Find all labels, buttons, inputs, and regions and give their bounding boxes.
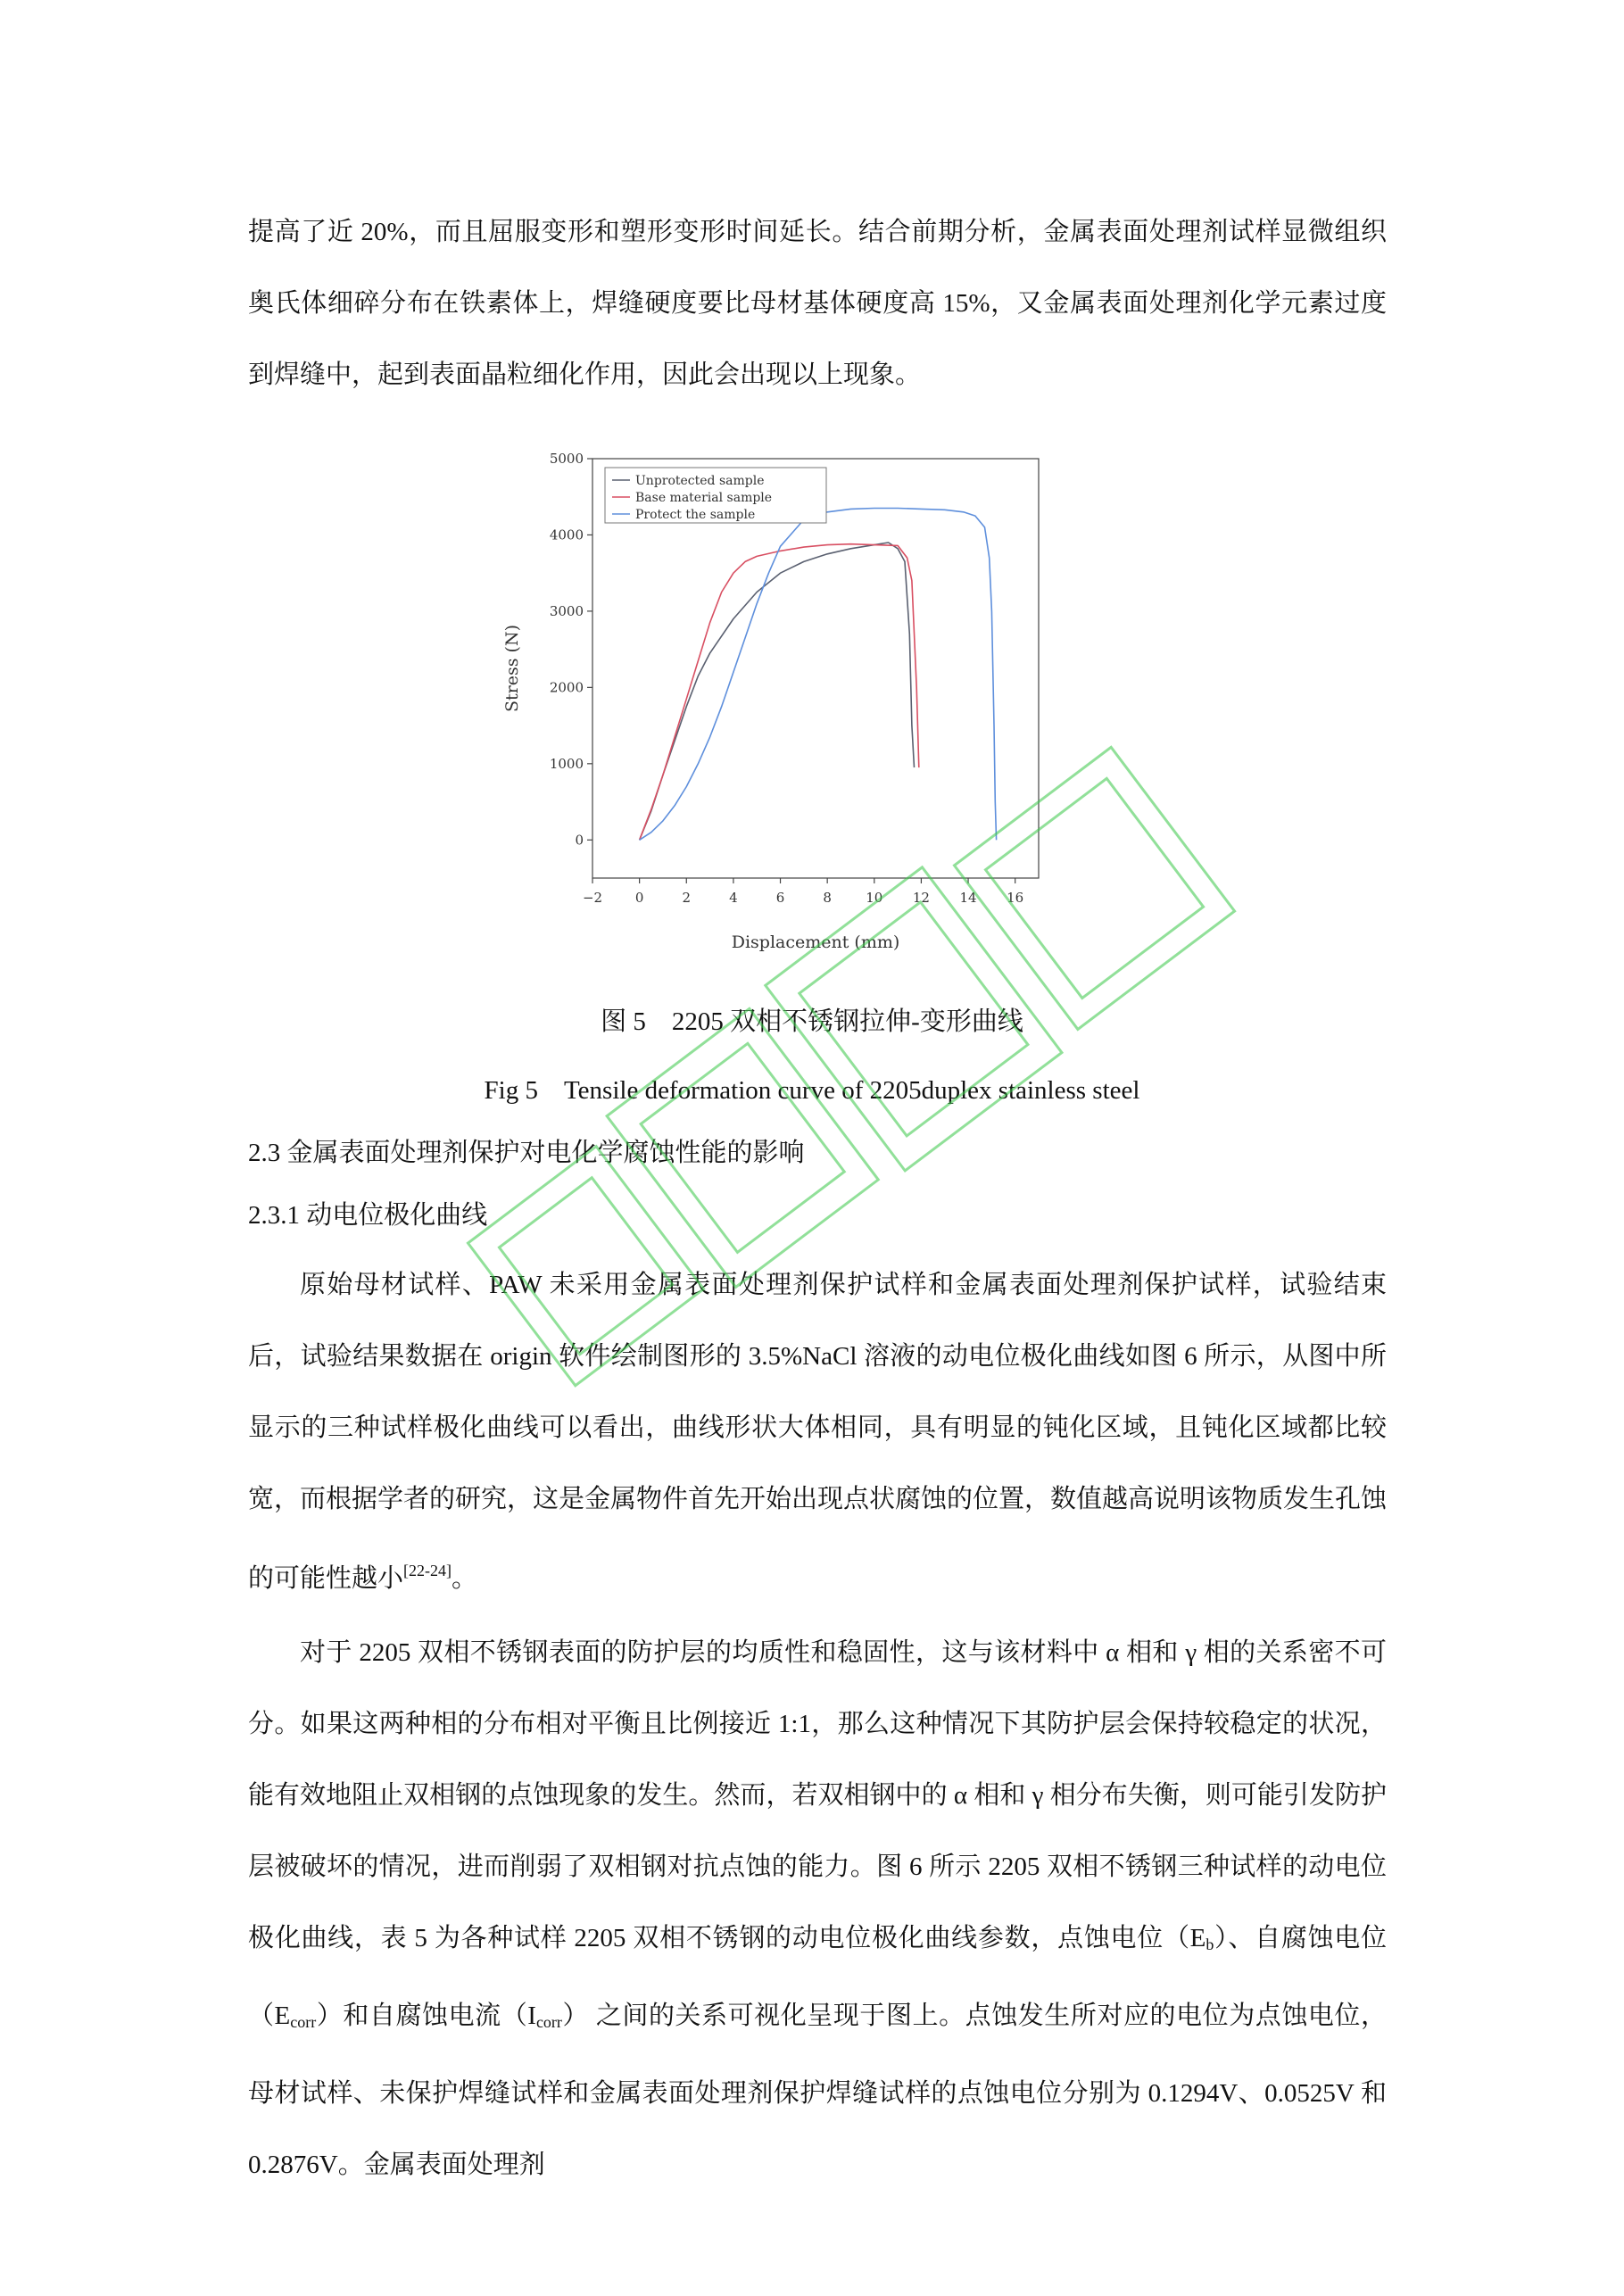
figure-caption-en: Fig 5 Tensile deformation curve of 2205duplex stainless steel — [484, 1076, 1140, 1105]
citation-ref[interactable]: [22-24] — [403, 1562, 452, 1579]
paragraph-text: ）、自腐蚀电位（E — [248, 1924, 1387, 2030]
y-tick-label: 3000 — [549, 602, 584, 619]
intro-paragraph: 提高了近 20%，而且屈服变形和塑形变形时间延长。结合前期分析，金属表面处理剂试样显微组织奥氏体细碎分布在铁素体上，焊缝硬度要比母材基体硬度高 15%，又金属表面处理剂化学元素过度到焊缝中，起到表面晶粒细化作用，因此会出现以上现象。 — [248, 218, 1387, 389]
paragraph-text: 。 — [452, 1564, 478, 1593]
series-line-3 — [640, 509, 997, 841]
section-heading-2-3-1: 2.3.1 动电位极化曲线 — [248, 1201, 488, 1230]
y-tick-label: 2000 — [549, 679, 584, 696]
chart-legend — [605, 468, 826, 523]
x-tick-label: 10 — [866, 890, 883, 906]
y-tick-label: 5000 — [549, 451, 584, 467]
subscript-corr: corr — [290, 2013, 317, 2031]
x-tick-label: 14 — [959, 890, 977, 906]
x-axis-label: Displacement (mm) — [731, 932, 900, 952]
y-axis-label: Stress (N) — [502, 625, 522, 712]
x-tick-label: 6 — [775, 890, 785, 906]
paragraph-polarization-1 — [248, 1249, 1387, 1614]
subscript-corr: corr — [535, 2013, 562, 2031]
section-heading-2-3: 2.3 金属表面处理剂保护对电化学腐蚀性能的影响 — [248, 1139, 805, 1167]
y-tick-label: 0 — [575, 832, 584, 849]
x-tick-label: 12 — [912, 890, 930, 906]
y-tick-label: 1000 — [549, 755, 584, 772]
x-tick-label: 16 — [1007, 890, 1024, 906]
figure-caption-cn: 图 5 2205 双相不锈钢拉伸-变形曲线 — [601, 1007, 1023, 1036]
y-tick-label: 4000 — [549, 526, 584, 543]
paragraph-text: ） 之间的关系可视化呈现于图上。点蚀发生所对应的电位为点蚀电位，母材试样、未保护焊缝试样和金属表面处理剂保护焊缝试样的点蚀电位分别为 0.1294V、0.0525V 和 0.2876V。金属表面处理剂 — [248, 2002, 1387, 2179]
x-tick-label: 2 — [682, 890, 692, 906]
tensile-deformation-chart — [482, 437, 1142, 973]
x-tick-label: 0 — [634, 890, 644, 906]
legend-label: Protect the sample — [635, 508, 756, 522]
paragraph-text: 对于 2205 双相不锈钢表面的防护层的均质性和稳固性，这与该材料中 α 相和 γ 相的关系密不可分。如果这两种相的分布相对平衡且比例接近 1:1，那么这种情况下其防护层会保持较稳定的状况，能有效地阻止双相钢的点蚀现象的发生。然而，若双相钢中的 α 相和 γ 相分布失衡，则可能引发防护层被破坏的情况，进而削弱了双相钢对抗点蚀的能力。图 6 所示 2205 双相不锈钢三种试样的动电位极化曲线，表 5 为各种试样 2205 双相不锈钢的动电位极化曲线参数，点蚀电位（E — [248, 1638, 1387, 1952]
legend-label: Base material sample — [635, 491, 773, 505]
x-tick-label: 8 — [823, 890, 832, 906]
legend-label: Unprotected sample — [635, 474, 765, 488]
x-tick-label: −2 — [582, 890, 603, 906]
paragraph-text: 原始母材试样、PAW 未采用金属表面处理剂保护试样和金属表面处理剂保护试样，试验结束后，试验结果数据在 origin 软件绘制图形的 3.5%NaCl 溶液的动电位极化曲线如图 6 所示，从图中所显示的三种试样极化曲线可以看出，曲线形状大体相同，具有明显的钝化区域，且钝化区域都比较宽，而根据学者的研究，这是金属物件首先开始出现点状腐蚀的位置，数值越高说明该物质发生孔蚀的可能性越小 — [248, 1271, 1388, 1593]
paragraph-text: ）和自腐蚀电流（I — [316, 2002, 536, 2030]
paragraph-polarization-2 — [248, 1617, 1387, 2201]
x-tick-label: 4 — [729, 890, 738, 906]
subscript-b: b — [1206, 1935, 1214, 1953]
